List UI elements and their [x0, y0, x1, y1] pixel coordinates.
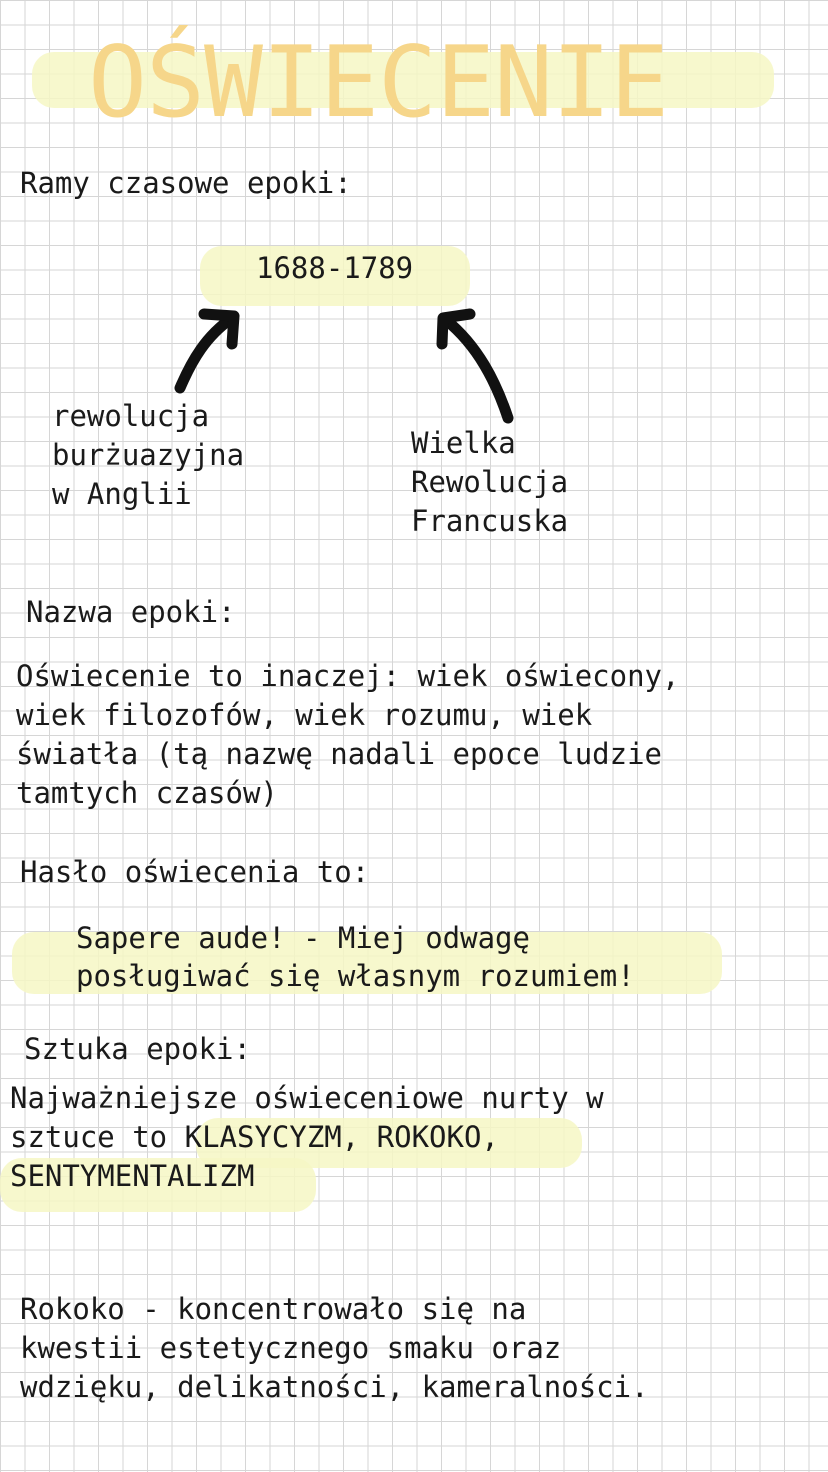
motto-line: posługiwać się własnym rozumiem! [76, 959, 635, 993]
name-heading: Nazwa epoki: [26, 595, 236, 629]
name-description-line: wiek filozofów, wiek rozumu, wiek [16, 698, 593, 732]
time-frame-heading: Ramy czasowe epoki: [20, 166, 352, 200]
left-label-line: burżuazyjna [52, 438, 245, 472]
art-heading: Sztuka epoki: [24, 1032, 251, 1066]
motto-line: Sapere aude! - Miej odwagę [76, 921, 530, 955]
left-arrow-icon [180, 314, 234, 388]
right-arrow-icon [442, 314, 508, 418]
art-currents: KLASYCYZM, ROKOKO, [184, 1120, 499, 1154]
right-label-line: Rewolucja [411, 465, 569, 499]
rococo-line: Rokoko - koncentrowało się na [20, 1292, 527, 1326]
date-range: 1688-1789 [256, 251, 414, 285]
art-line: Najważniejsze oświeceniowe nurty w [10, 1081, 604, 1115]
name-description-line: Oświecenie to inaczej: wiek oświecony, [16, 659, 680, 693]
right-label-line: Wielka [411, 426, 516, 460]
motto-heading: Hasło oświecenia to: [20, 855, 370, 889]
right-label-line: Francuska [411, 504, 569, 538]
left-label-line: w Anglii [52, 477, 192, 511]
rococo-line: wdzięku, delikatności, kameralności. [20, 1370, 649, 1404]
left-label-line: rewolucja [52, 399, 210, 433]
rococo-line: kwestii estetycznego smaku oraz [20, 1331, 562, 1365]
page-title: OŚWIECENIE [88, 26, 669, 140]
art-line [10, 1118, 499, 1157]
name-description-line: tamtych czasów) [16, 776, 278, 810]
name-description-line: światła (tą nazwę nadali epoce ludzie [16, 737, 663, 771]
art-line: SENTYMENTALIZM [10, 1159, 255, 1193]
art-line-prefix: sztuce to [10, 1120, 185, 1154]
